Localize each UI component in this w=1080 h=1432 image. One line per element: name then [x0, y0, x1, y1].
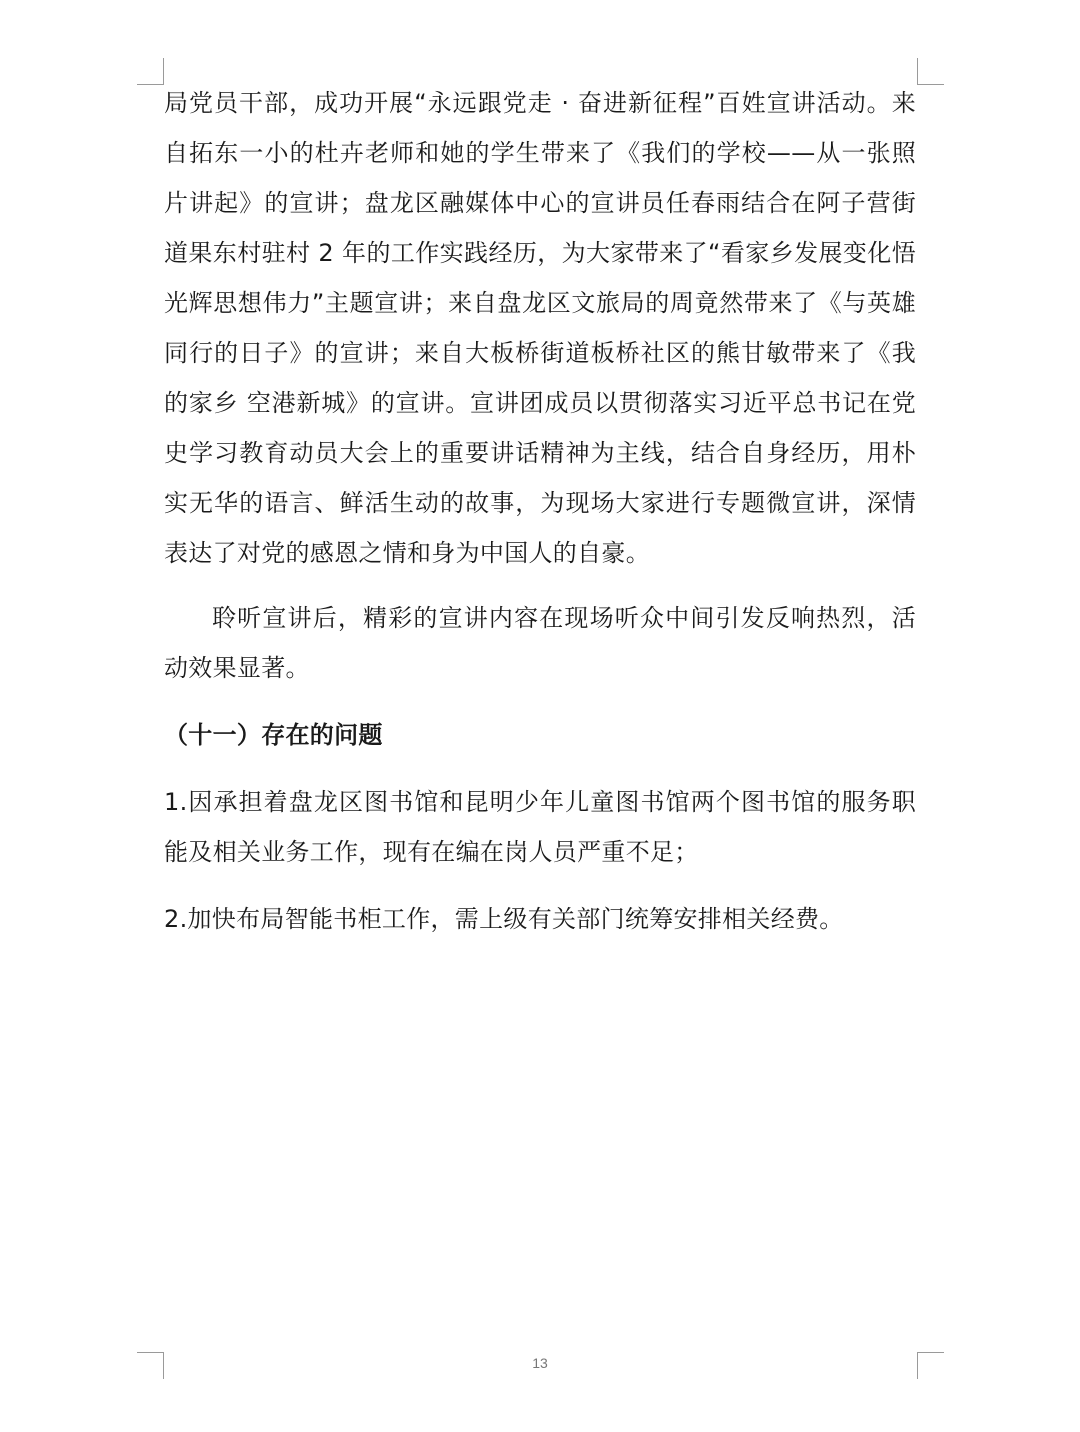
section-heading: （十一）存在的问题 — [164, 721, 383, 749]
paragraph-spacer — [164, 760, 916, 777]
body-paragraph: 聆听宣讲后，精彩的宣讲内容在现场听众中间引发反响热烈，活动效果显著。 — [164, 604, 916, 682]
crop-mark-top-right — [917, 58, 944, 85]
list-item: 1.因承担着盘龙区图书馆和昆明少年儿童图书馆两个图书馆的服务职能及相关业务工作，现有在编在岗人员严重不足； — [164, 788, 916, 866]
paragraph-spacer — [164, 693, 916, 710]
body-paragraph: 局党员干部，成功开展“永远跟党走 · 奋进新征程”百姓宣讲活动。来自拓东一小的杜卉老师和她的学生带来了《我们的学校——从一张照片讲起》的宣讲；盘龙区融媒体中心的宣讲员任春雨结合在阿子营街道果东村驻村 2 年的工作实践经历，为大家带来了“看家乡发展变化悟光辉思想伟力”主题宣讲；来自盘龙区文旅局的周竟然带来了《与英雄同行的日子》的宣讲；来自大板桥街道板桥社区的熊甘敏带来了《我的家乡 空港新城》的宣讲。宣讲团成员以贯彻落实习近平总书记在党史学习教育动员大会上的重要讲话精神为主线，结合自身经历，用朴实无华的语言、鲜活生动的故事，为现场大家进行专题微宣讲，深情表达了对党的感恩之情和身为中国人的自豪。 — [164, 89, 916, 567]
paragraph-spacer — [164, 877, 916, 894]
crop-mark-top-left — [137, 58, 164, 85]
document-body — [164, 78, 916, 944]
list-item: 2.加快布局智能书柜工作，需上级有关部门统筹安排相关经费。 — [164, 905, 844, 933]
paragraph-spacer — [164, 578, 916, 593]
page-number: 13 — [532, 1355, 548, 1371]
